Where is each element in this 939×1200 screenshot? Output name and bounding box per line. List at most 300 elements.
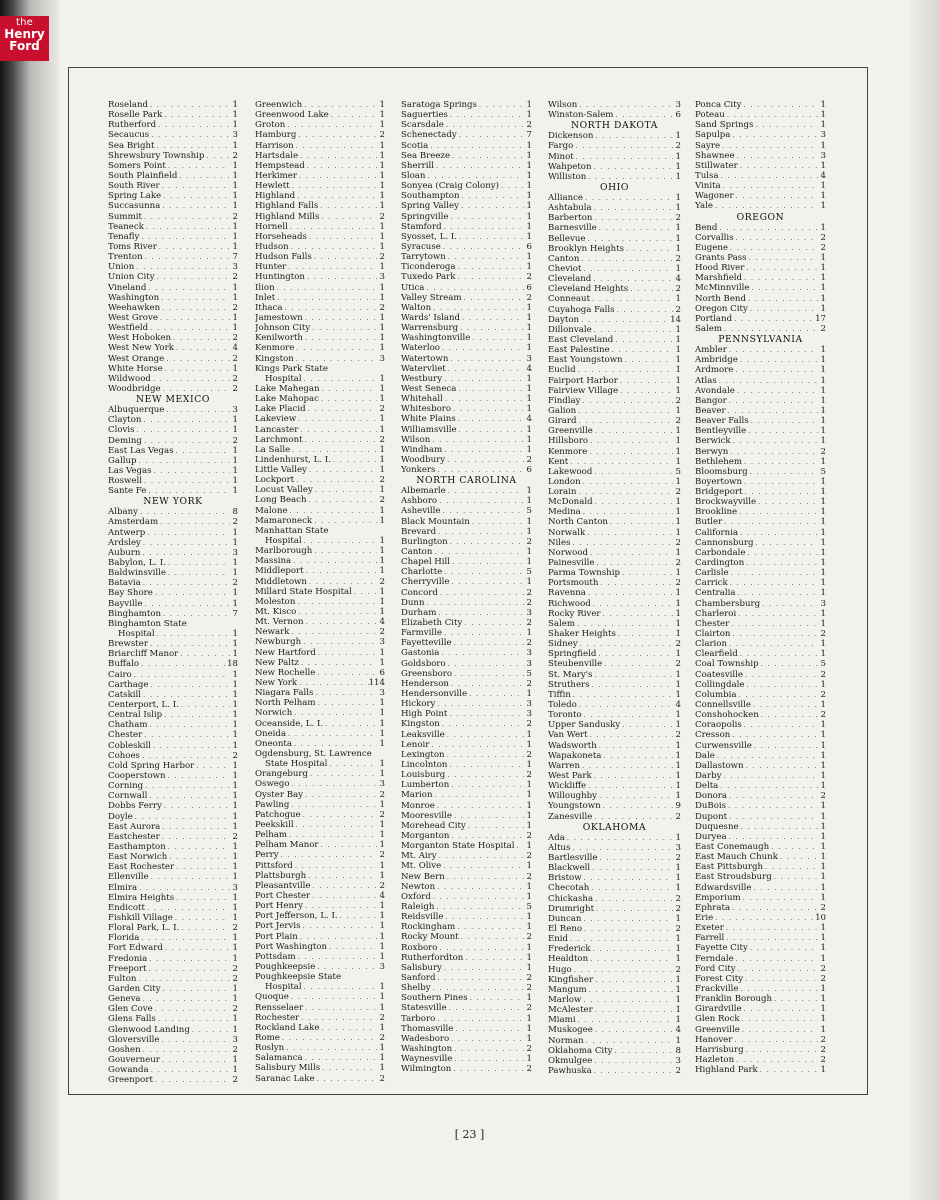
city-name: Berwick bbox=[695, 436, 731, 447]
city-name: Vineland bbox=[108, 282, 147, 293]
city-entry bbox=[255, 374, 385, 384]
city-entry bbox=[695, 609, 826, 619]
city-name: North Canton bbox=[548, 517, 608, 528]
city-name: Scarsdale bbox=[401, 120, 444, 131]
leader-dots bbox=[468, 993, 524, 1003]
leader-dots bbox=[156, 1014, 230, 1024]
leader-dots bbox=[737, 690, 818, 700]
leader-dots bbox=[582, 873, 673, 883]
city-entry bbox=[695, 761, 826, 771]
city-name: Van Wert bbox=[548, 730, 588, 741]
city-count: 1 bbox=[526, 547, 532, 558]
city-count: 1 bbox=[526, 689, 532, 700]
leader-dots bbox=[435, 882, 524, 892]
city-entry bbox=[108, 842, 238, 852]
city-count: 1 bbox=[820, 588, 826, 599]
city-entry bbox=[548, 781, 681, 791]
leader-dots bbox=[587, 985, 673, 995]
city-name: Darby bbox=[695, 771, 722, 781]
city-entry bbox=[108, 120, 238, 130]
leader-dots bbox=[728, 243, 818, 253]
city-count: 1 bbox=[675, 771, 681, 781]
city-name: Kent bbox=[548, 456, 569, 467]
city-count: 2 bbox=[820, 629, 826, 640]
city-entry bbox=[695, 578, 826, 588]
leader-dots bbox=[153, 1075, 230, 1085]
city-entry bbox=[255, 577, 385, 587]
leader-dots bbox=[590, 294, 673, 304]
city-count: 2 bbox=[379, 627, 385, 638]
city-count: 1 bbox=[232, 862, 238, 873]
city-name: Port Plain bbox=[255, 931, 298, 942]
city-count: 7 bbox=[232, 252, 238, 263]
leader-dots bbox=[290, 445, 377, 455]
city-count: 2 bbox=[526, 597, 532, 608]
city-entry bbox=[255, 962, 385, 972]
city-name: Bentleyville bbox=[695, 426, 747, 437]
city-entry bbox=[401, 932, 532, 942]
city-entry bbox=[108, 994, 238, 1004]
leader-dots bbox=[726, 406, 818, 416]
city-count: 3 bbox=[820, 130, 826, 141]
city-entry bbox=[108, 832, 238, 842]
leader-dots bbox=[139, 933, 230, 943]
city-count: 1 bbox=[232, 791, 238, 802]
city-name: Summit bbox=[108, 211, 142, 222]
city-entry bbox=[695, 781, 826, 791]
city-count: 1 bbox=[820, 639, 826, 650]
city-name: Wadesboro bbox=[401, 1033, 450, 1044]
city-name: Richwood bbox=[548, 598, 591, 609]
city-entry bbox=[548, 954, 681, 964]
leader-dots bbox=[736, 964, 818, 974]
city-count: 4 bbox=[675, 1025, 681, 1036]
city-count: 1 bbox=[675, 1005, 681, 1016]
leader-dots bbox=[597, 853, 673, 863]
city-count: 3 bbox=[820, 598, 826, 609]
city-entry bbox=[108, 191, 238, 201]
city-entry bbox=[255, 141, 385, 151]
city-count: 1 bbox=[675, 944, 681, 955]
city-entry bbox=[548, 924, 681, 934]
city-entry bbox=[255, 526, 385, 536]
city-count: 2 bbox=[379, 789, 385, 800]
city-entry bbox=[695, 619, 826, 629]
leader-dots bbox=[456, 414, 524, 424]
leader-dots bbox=[572, 965, 673, 975]
city-name: Beaver bbox=[695, 405, 726, 416]
city-name: Greenville bbox=[548, 426, 593, 437]
leader-dots bbox=[164, 354, 230, 364]
city-entry bbox=[401, 130, 532, 140]
leader-dots bbox=[451, 404, 524, 414]
leader-dots bbox=[166, 558, 230, 568]
city-name: Morganton bbox=[401, 830, 450, 841]
leader-dots bbox=[442, 628, 524, 638]
city-entry bbox=[548, 812, 681, 822]
city-name: Clairton bbox=[695, 629, 731, 640]
city-count: 1 bbox=[232, 1054, 238, 1065]
city-count: 1 bbox=[232, 221, 238, 232]
city-name: Carrick bbox=[695, 578, 728, 589]
city-count: 1 bbox=[675, 446, 681, 457]
city-name: Cooperstown bbox=[108, 771, 166, 781]
city-name: Deming bbox=[108, 435, 142, 446]
city-entry bbox=[108, 456, 238, 466]
leader-dots bbox=[577, 700, 673, 710]
city-name: Bayville bbox=[108, 598, 143, 609]
city-count: 1 bbox=[675, 669, 681, 680]
city-count: 1 bbox=[526, 942, 532, 953]
city-entry bbox=[255, 262, 385, 272]
city-name: Pelham bbox=[255, 830, 288, 841]
leader-dots bbox=[580, 761, 673, 771]
leader-dots bbox=[772, 872, 818, 882]
city-count: 1 bbox=[526, 343, 532, 354]
city-count: 1 bbox=[820, 527, 826, 538]
leader-dots bbox=[284, 1043, 377, 1053]
city-name: Dillonvale bbox=[548, 324, 592, 335]
city-name: Sand Springs bbox=[695, 120, 754, 131]
city-count: 2 bbox=[675, 964, 681, 975]
city-entry bbox=[401, 547, 532, 557]
leader-dots bbox=[160, 832, 230, 842]
city-count: 1 bbox=[820, 923, 826, 934]
city-count: 1 bbox=[232, 912, 238, 923]
city-count: 1 bbox=[232, 902, 238, 913]
city-count: 1 bbox=[379, 657, 385, 668]
city-name: Tarrytown bbox=[401, 252, 446, 263]
city-name: Goshen bbox=[108, 1044, 141, 1055]
city-name: Rockingham bbox=[401, 922, 456, 933]
city-count: 1 bbox=[675, 385, 681, 396]
city-count: 1 bbox=[820, 191, 826, 202]
city-entry bbox=[695, 426, 826, 436]
city-entry bbox=[401, 608, 532, 618]
city-name: Las Vegas bbox=[108, 465, 152, 476]
city-entry bbox=[401, 598, 532, 608]
city-entry bbox=[695, 903, 826, 913]
city-entry bbox=[548, 710, 681, 720]
city-count: 2 bbox=[526, 972, 532, 983]
leader-dots bbox=[287, 506, 377, 516]
leader-dots bbox=[586, 781, 673, 791]
city-name: Albany bbox=[108, 507, 138, 518]
leader-dots bbox=[442, 222, 524, 232]
leader-dots bbox=[722, 324, 818, 334]
city-entry bbox=[401, 821, 532, 831]
leader-dots bbox=[743, 670, 818, 680]
leader-dots bbox=[307, 577, 377, 587]
city-entry bbox=[108, 558, 238, 568]
city-count: 2 bbox=[820, 791, 826, 802]
leader-dots bbox=[327, 759, 377, 769]
city-count: 1 bbox=[232, 191, 238, 202]
city-count: 1 bbox=[232, 872, 238, 883]
city-count: 1 bbox=[820, 994, 826, 1005]
city-name: Larchmont bbox=[255, 434, 303, 445]
city-name: Glen Rock bbox=[695, 1014, 740, 1025]
leader-dots bbox=[160, 822, 230, 832]
city-name: Hendersonville bbox=[401, 689, 468, 700]
city-entry bbox=[108, 171, 238, 181]
city-entry bbox=[401, 699, 532, 709]
city-count: 1 bbox=[526, 170, 532, 181]
city-count: 1 bbox=[526, 1054, 532, 1065]
leader-dots bbox=[280, 1033, 377, 1043]
leader-dots bbox=[588, 730, 673, 740]
city-entry bbox=[548, 649, 681, 659]
leader-dots bbox=[299, 658, 377, 668]
city-entry bbox=[695, 670, 826, 680]
city-count: 1 bbox=[379, 759, 385, 770]
leader-dots bbox=[445, 750, 524, 760]
city-entry bbox=[695, 690, 826, 700]
city-count: 1 bbox=[379, 586, 385, 597]
city-name: Shelby bbox=[401, 983, 431, 994]
city-count: 1 bbox=[675, 994, 681, 1005]
leader-dots bbox=[445, 770, 524, 780]
leader-dots bbox=[576, 487, 673, 497]
leader-dots bbox=[435, 1014, 524, 1024]
leader-dots bbox=[442, 374, 524, 384]
leader-dots bbox=[730, 130, 818, 140]
city-name: Marlborough bbox=[255, 546, 313, 557]
city-entry bbox=[401, 313, 532, 323]
city-entry bbox=[401, 577, 532, 587]
leader-dots bbox=[323, 719, 377, 729]
city-count: 1 bbox=[379, 140, 385, 151]
city-entry bbox=[108, 151, 238, 161]
city-entry bbox=[108, 578, 238, 588]
city-name: Bellevue bbox=[548, 233, 586, 244]
city-count: 1 bbox=[379, 383, 385, 394]
city-count: 1 bbox=[675, 233, 681, 244]
city-name: Yale bbox=[695, 201, 713, 212]
city-count: 2 bbox=[526, 618, 532, 629]
city-entry bbox=[695, 852, 826, 862]
city-entry bbox=[695, 487, 826, 497]
city-name: Dobbs Ferry bbox=[108, 801, 162, 812]
leader-dots bbox=[720, 141, 818, 151]
leader-dots bbox=[740, 1025, 818, 1035]
leader-dots bbox=[576, 1015, 673, 1025]
city-entry bbox=[695, 386, 826, 396]
city-entry bbox=[548, 883, 681, 893]
city-entry bbox=[108, 933, 238, 943]
city-count: 1 bbox=[379, 312, 385, 323]
city-count: 2 bbox=[526, 587, 532, 598]
leader-dots bbox=[729, 568, 818, 578]
leader-dots bbox=[162, 801, 230, 811]
city-count: 1 bbox=[232, 100, 238, 110]
leader-dots bbox=[275, 293, 377, 303]
leader-dots bbox=[448, 537, 524, 547]
city-count: 1 bbox=[526, 912, 532, 923]
city-entry bbox=[255, 161, 385, 171]
city-name: Ashboro bbox=[401, 496, 438, 507]
leader-dots bbox=[138, 507, 230, 517]
city-name: Warrensburg bbox=[401, 323, 459, 334]
city-entry bbox=[255, 698, 385, 708]
city-name: Cobleskill bbox=[108, 740, 151, 751]
city-name: Findlay bbox=[548, 395, 581, 406]
city-name: Westfield bbox=[108, 323, 149, 334]
city-name: Wapakoneta bbox=[548, 750, 602, 761]
city-name: Fairview Village bbox=[548, 385, 619, 396]
city-entry bbox=[108, 201, 238, 211]
city-name: Fishkill Village bbox=[108, 912, 173, 923]
city-entry bbox=[255, 435, 385, 445]
city-entry bbox=[108, 232, 238, 242]
leader-dots bbox=[152, 466, 230, 476]
city-entry bbox=[695, 467, 826, 477]
city-entry bbox=[548, 934, 681, 944]
city-entry bbox=[255, 313, 385, 323]
city-name: Ford City bbox=[695, 963, 736, 974]
leader-dots bbox=[190, 1025, 230, 1035]
city-entry bbox=[401, 780, 532, 790]
city-count: 2 bbox=[675, 141, 681, 152]
leader-dots bbox=[616, 629, 673, 639]
city-count: 1 bbox=[232, 710, 238, 721]
city-count: 1 bbox=[526, 861, 532, 872]
leader-dots bbox=[143, 252, 230, 262]
city-name: Cannonsburg bbox=[695, 537, 754, 548]
city-entry bbox=[695, 457, 826, 467]
city-entry bbox=[548, 162, 681, 172]
directory-column-2 bbox=[255, 100, 385, 1084]
city-count: 1 bbox=[675, 131, 681, 142]
leader-dots bbox=[450, 557, 524, 567]
city-entry bbox=[548, 1056, 681, 1066]
city-name: Sanford bbox=[401, 972, 436, 983]
city-count: 1 bbox=[820, 181, 826, 192]
city-name: Sloan bbox=[401, 170, 426, 181]
city-name: Fargo bbox=[548, 141, 574, 152]
city-name: Walton bbox=[401, 302, 432, 313]
leader-dots bbox=[613, 335, 673, 345]
city-entry bbox=[255, 637, 385, 647]
leader-dots bbox=[738, 649, 818, 659]
leader-dots bbox=[159, 293, 230, 303]
city-name: Southampton bbox=[401, 191, 460, 202]
city-entry bbox=[548, 193, 681, 203]
city-name: Glenwood Landing bbox=[108, 1024, 190, 1035]
city-name: Kingfisher bbox=[548, 974, 594, 985]
city-entry bbox=[548, 244, 681, 254]
city-count: 1 bbox=[675, 781, 681, 792]
city-count: 1 bbox=[379, 444, 385, 455]
leader-dots bbox=[597, 223, 673, 233]
city-entry bbox=[548, 599, 681, 609]
city-name: Port Chester bbox=[255, 890, 311, 901]
city-count: 1 bbox=[232, 639, 238, 650]
city-entry bbox=[548, 517, 681, 527]
city-count: 2 bbox=[820, 242, 826, 253]
city-entry bbox=[401, 1044, 532, 1054]
leader-dots bbox=[166, 161, 230, 171]
city-count: 2 bbox=[675, 395, 681, 406]
leader-dots bbox=[713, 201, 818, 211]
city-name: Ferndale bbox=[695, 953, 734, 964]
city-name: New Hartford bbox=[255, 647, 316, 658]
city-name: Glen Cove bbox=[108, 1004, 153, 1015]
city-name: Centralia bbox=[695, 588, 736, 599]
city-name: West Hoboken bbox=[108, 333, 171, 344]
leader-dots bbox=[753, 120, 818, 130]
city-name: Hewlett bbox=[255, 181, 290, 192]
city-count: 1 bbox=[820, 222, 826, 233]
city-name: Gloversville bbox=[108, 1034, 160, 1045]
city-count: 2 bbox=[675, 253, 681, 264]
city-count: 1 bbox=[820, 700, 826, 711]
city-count: 1 bbox=[232, 181, 238, 192]
leader-dots bbox=[592, 213, 673, 223]
city-entry bbox=[255, 992, 385, 1002]
city-name: Zanesville bbox=[548, 811, 593, 822]
city-name: Roslyn bbox=[255, 1043, 285, 1054]
city-entry bbox=[401, 902, 532, 912]
city-name: Bartlesville bbox=[548, 852, 598, 863]
city-name: Pawhuska bbox=[548, 1065, 592, 1076]
city-name: Warren bbox=[548, 760, 581, 771]
city-entry bbox=[108, 212, 238, 222]
city-name: Hornell bbox=[255, 221, 288, 232]
city-name: Blackwell bbox=[548, 863, 591, 874]
city-name: Eugene bbox=[695, 242, 729, 253]
city-count: 2 bbox=[675, 893, 681, 904]
city-entry bbox=[255, 110, 385, 120]
city-entry bbox=[255, 506, 385, 516]
city-entry bbox=[401, 1003, 532, 1013]
leader-dots bbox=[305, 272, 377, 282]
city-name: South Plainfield bbox=[108, 170, 178, 181]
city-entry bbox=[108, 700, 238, 710]
city-count: 1 bbox=[675, 649, 681, 660]
city-entry bbox=[548, 467, 681, 477]
city-name: Groton bbox=[255, 120, 286, 131]
leader-dots bbox=[736, 588, 818, 598]
leader-dots bbox=[160, 1055, 230, 1065]
leader-dots bbox=[592, 1056, 673, 1066]
city-name: Tulsa bbox=[695, 170, 719, 181]
city-entry bbox=[255, 790, 385, 800]
city-name: Salisbury Mills bbox=[255, 1063, 321, 1074]
city-name: Norwood bbox=[548, 547, 589, 558]
leader-dots bbox=[592, 162, 674, 172]
city-entry bbox=[401, 861, 532, 871]
city-entry bbox=[255, 333, 385, 343]
city-entry bbox=[695, 345, 826, 355]
city-entry bbox=[695, 191, 826, 201]
city-count: 1 bbox=[526, 881, 532, 892]
city-name: Hamburg bbox=[255, 130, 297, 141]
city-name: Hugo bbox=[548, 964, 572, 975]
city-name: Medina bbox=[548, 507, 581, 518]
city-name: Wagoner bbox=[695, 191, 734, 202]
city-name: Floral Park, L. I. bbox=[108, 923, 180, 934]
leader-dots bbox=[313, 688, 377, 698]
city-count: 1 bbox=[379, 485, 385, 496]
city-name: Marshfield bbox=[695, 273, 743, 284]
leader-dots bbox=[151, 741, 230, 751]
city-name: Ephrata bbox=[695, 902, 731, 913]
city-name: Hartsdale bbox=[255, 150, 299, 161]
leader-dots bbox=[578, 639, 673, 649]
city-name: Hanover bbox=[695, 1034, 733, 1045]
city-name: Dallastown bbox=[695, 760, 744, 771]
